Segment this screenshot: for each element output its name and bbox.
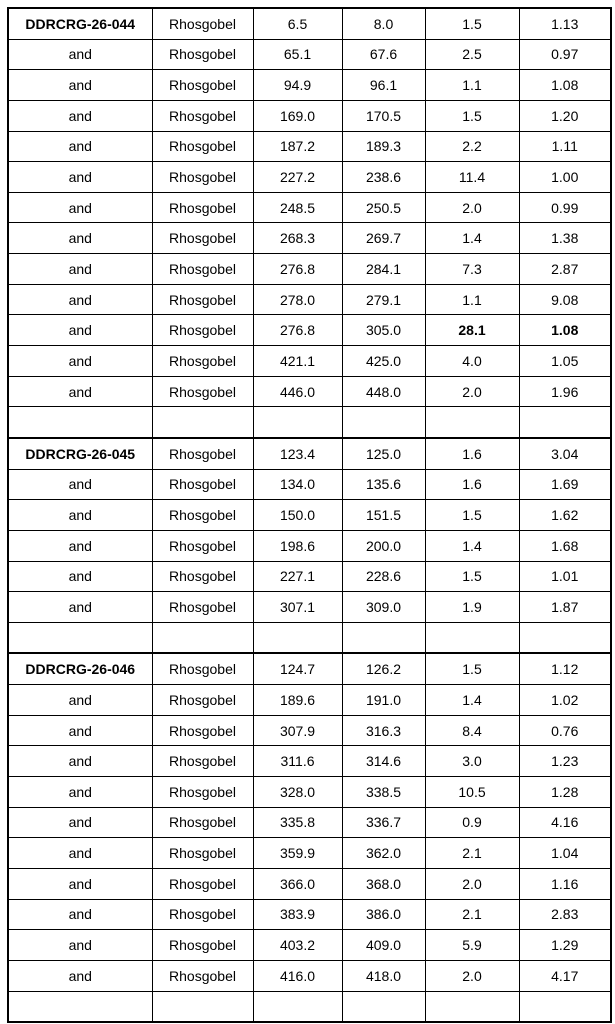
length-cell xyxy=(425,622,519,653)
target-cell: Rhosgobel xyxy=(152,39,253,70)
from-cell xyxy=(253,622,342,653)
grade-cell: 1.69 xyxy=(519,469,611,500)
hole-id-cell: and xyxy=(8,131,152,162)
target-cell: Rhosgobel xyxy=(152,807,253,838)
table-row xyxy=(8,131,611,162)
table-row xyxy=(8,685,611,716)
hole-id-cell xyxy=(8,991,152,1022)
grade-cell: 1.13 xyxy=(519,8,611,39)
grade-cell xyxy=(519,991,611,1022)
length-cell: 1.6 xyxy=(425,469,519,500)
from-cell: 227.2 xyxy=(253,162,342,193)
target-cell: Rhosgobel xyxy=(152,162,253,193)
length-cell: 1.4 xyxy=(425,223,519,254)
target-cell: Rhosgobel xyxy=(152,838,253,869)
table-row xyxy=(8,284,611,315)
to-cell: 151.5 xyxy=(342,500,425,531)
to-cell: 362.0 xyxy=(342,838,425,869)
to-cell: 309.0 xyxy=(342,592,425,623)
length-cell: 2.0 xyxy=(425,192,519,223)
to-cell: 448.0 xyxy=(342,376,425,407)
table-row xyxy=(8,376,611,407)
to-cell: 338.5 xyxy=(342,777,425,808)
length-cell: 1.1 xyxy=(425,70,519,101)
from-cell: 359.9 xyxy=(253,838,342,869)
length-cell: 3.0 xyxy=(425,746,519,777)
length-cell: 2.5 xyxy=(425,39,519,70)
drill-results-body xyxy=(8,8,611,1022)
to-cell xyxy=(342,991,425,1022)
from-cell: 421.1 xyxy=(253,346,342,377)
length-cell: 8.4 xyxy=(425,715,519,746)
to-cell: 238.6 xyxy=(342,162,425,193)
target-cell: Rhosgobel xyxy=(152,777,253,808)
drill-results-table-container xyxy=(7,7,612,1023)
hole-id-cell: and xyxy=(8,162,152,193)
table-row xyxy=(8,315,611,346)
grade-cell: 2.83 xyxy=(519,899,611,930)
to-cell: 125.0 xyxy=(342,438,425,469)
hole-id-cell: and xyxy=(8,592,152,623)
from-cell: 307.1 xyxy=(253,592,342,623)
table-row xyxy=(8,254,611,285)
target-cell: Rhosgobel xyxy=(152,70,253,101)
to-cell: 336.7 xyxy=(342,807,425,838)
length-cell: 28.1 xyxy=(425,315,519,346)
table-row xyxy=(8,715,611,746)
length-cell: 2.0 xyxy=(425,960,519,991)
target-cell: Rhosgobel xyxy=(152,315,253,346)
from-cell: 169.0 xyxy=(253,100,342,131)
to-cell: 305.0 xyxy=(342,315,425,346)
grade-cell: 1.87 xyxy=(519,592,611,623)
length-cell: 2.1 xyxy=(425,838,519,869)
target-cell: Rhosgobel xyxy=(152,192,253,223)
to-cell: 368.0 xyxy=(342,868,425,899)
hole-id-cell: and xyxy=(8,315,152,346)
to-cell: 250.5 xyxy=(342,192,425,223)
grade-cell: 1.20 xyxy=(519,100,611,131)
grade-cell: 1.16 xyxy=(519,868,611,899)
from-cell: 311.6 xyxy=(253,746,342,777)
hole-id-cell: and xyxy=(8,530,152,561)
length-cell: 2.0 xyxy=(425,868,519,899)
from-cell xyxy=(253,407,342,438)
to-cell: 314.6 xyxy=(342,746,425,777)
hole-id-cell: and xyxy=(8,192,152,223)
hole-id-cell: and xyxy=(8,746,152,777)
target-cell: Rhosgobel xyxy=(152,131,253,162)
from-cell: 278.0 xyxy=(253,284,342,315)
grade-cell: 4.16 xyxy=(519,807,611,838)
to-cell: 8.0 xyxy=(342,8,425,39)
to-cell: 96.1 xyxy=(342,70,425,101)
length-cell: 1.4 xyxy=(425,685,519,716)
spacer-row xyxy=(8,622,611,653)
grade-cell: 1.38 xyxy=(519,223,611,254)
spacer-row xyxy=(8,407,611,438)
from-cell: 6.5 xyxy=(253,8,342,39)
length-cell: 7.3 xyxy=(425,254,519,285)
from-cell: 416.0 xyxy=(253,960,342,991)
to-cell: 279.1 xyxy=(342,284,425,315)
table-row xyxy=(8,899,611,930)
table-row xyxy=(8,930,611,961)
spacer-row xyxy=(8,991,611,1022)
grade-cell: 1.02 xyxy=(519,685,611,716)
from-cell: 124.7 xyxy=(253,653,342,684)
from-cell: 446.0 xyxy=(253,376,342,407)
to-cell xyxy=(342,407,425,438)
from-cell: 328.0 xyxy=(253,777,342,808)
hole-id-cell: and xyxy=(8,376,152,407)
table-row xyxy=(8,70,611,101)
length-cell: 4.0 xyxy=(425,346,519,377)
hole-id-cell: and xyxy=(8,777,152,808)
hole-id-cell: and xyxy=(8,899,152,930)
grade-cell: 1.05 xyxy=(519,346,611,377)
grade-cell: 0.99 xyxy=(519,192,611,223)
length-cell xyxy=(425,407,519,438)
to-cell: 386.0 xyxy=(342,899,425,930)
hole-id-cell: and xyxy=(8,70,152,101)
target-cell: Rhosgobel xyxy=(152,868,253,899)
length-cell: 10.5 xyxy=(425,777,519,808)
grade-cell: 1.04 xyxy=(519,838,611,869)
grade-cell: 1.29 xyxy=(519,930,611,961)
grade-cell: 2.87 xyxy=(519,254,611,285)
from-cell: 150.0 xyxy=(253,500,342,531)
hole-id-cell: and xyxy=(8,807,152,838)
from-cell: 403.2 xyxy=(253,930,342,961)
length-cell: 11.4 xyxy=(425,162,519,193)
from-cell: 335.8 xyxy=(253,807,342,838)
to-cell: 191.0 xyxy=(342,685,425,716)
hole-id-cell: and xyxy=(8,346,152,377)
from-cell: 366.0 xyxy=(253,868,342,899)
hole-id-cell: and xyxy=(8,868,152,899)
grade-cell: 1.96 xyxy=(519,376,611,407)
table-row xyxy=(8,8,611,39)
grade-cell: 1.08 xyxy=(519,70,611,101)
hole-id-cell: and xyxy=(8,39,152,70)
from-cell: 187.2 xyxy=(253,131,342,162)
target-cell: Rhosgobel xyxy=(152,346,253,377)
table-row xyxy=(8,561,611,592)
from-cell: 189.6 xyxy=(253,685,342,716)
from-cell: 198.6 xyxy=(253,530,342,561)
target-cell: Rhosgobel xyxy=(152,899,253,930)
length-cell: 1.6 xyxy=(425,438,519,469)
grade-cell: 1.00 xyxy=(519,162,611,193)
table-row xyxy=(8,592,611,623)
from-cell: 276.8 xyxy=(253,315,342,346)
table-row xyxy=(8,807,611,838)
to-cell: 409.0 xyxy=(342,930,425,961)
length-cell: 1.1 xyxy=(425,284,519,315)
to-cell: 228.6 xyxy=(342,561,425,592)
to-cell: 284.1 xyxy=(342,254,425,285)
table-row xyxy=(8,100,611,131)
to-cell xyxy=(342,622,425,653)
hole-id-cell: and xyxy=(8,500,152,531)
grade-cell: 1.28 xyxy=(519,777,611,808)
length-cell: 1.5 xyxy=(425,561,519,592)
grade-cell: 1.62 xyxy=(519,500,611,531)
from-cell: 65.1 xyxy=(253,39,342,70)
table-row xyxy=(8,162,611,193)
from-cell: 227.1 xyxy=(253,561,342,592)
from-cell: 134.0 xyxy=(253,469,342,500)
hole-id-cell: and xyxy=(8,223,152,254)
grade-cell: 9.08 xyxy=(519,284,611,315)
grade-cell: 1.23 xyxy=(519,746,611,777)
grade-cell: 0.76 xyxy=(519,715,611,746)
table-row xyxy=(8,868,611,899)
table-row xyxy=(8,500,611,531)
table-row xyxy=(8,777,611,808)
length-cell xyxy=(425,991,519,1022)
hole-id-cell: and xyxy=(8,561,152,592)
grade-cell: 1.01 xyxy=(519,561,611,592)
length-cell: 1.5 xyxy=(425,653,519,684)
from-cell: 268.3 xyxy=(253,223,342,254)
target-cell: Rhosgobel xyxy=(152,685,253,716)
grade-cell xyxy=(519,622,611,653)
target-cell xyxy=(152,991,253,1022)
grade-cell: 1.08 xyxy=(519,315,611,346)
hole-id-cell: and xyxy=(8,715,152,746)
table-row xyxy=(8,746,611,777)
to-cell: 316.3 xyxy=(342,715,425,746)
length-cell: 1.5 xyxy=(425,100,519,131)
target-cell: Rhosgobel xyxy=(152,223,253,254)
target-cell: Rhosgobel xyxy=(152,469,253,500)
to-cell: 269.7 xyxy=(342,223,425,254)
table-row xyxy=(8,960,611,991)
hole-id-cell xyxy=(8,622,152,653)
grade-cell: 1.12 xyxy=(519,653,611,684)
length-cell: 2.2 xyxy=(425,131,519,162)
to-cell: 67.6 xyxy=(342,39,425,70)
hole-id-cell: and xyxy=(8,838,152,869)
length-cell: 1.5 xyxy=(425,500,519,531)
from-cell: 383.9 xyxy=(253,899,342,930)
from-cell xyxy=(253,991,342,1022)
hole-id-cell: and xyxy=(8,284,152,315)
from-cell: 276.8 xyxy=(253,254,342,285)
length-cell: 2.0 xyxy=(425,376,519,407)
target-cell: Rhosgobel xyxy=(152,376,253,407)
hole-id-cell: and xyxy=(8,254,152,285)
hole-id-cell: and xyxy=(8,685,152,716)
target-cell: Rhosgobel xyxy=(152,930,253,961)
table-row xyxy=(8,346,611,377)
to-cell: 189.3 xyxy=(342,131,425,162)
grade-cell: 1.11 xyxy=(519,131,611,162)
hole-id-cell xyxy=(8,407,152,438)
to-cell: 170.5 xyxy=(342,100,425,131)
target-cell: Rhosgobel xyxy=(152,284,253,315)
length-cell: 1.9 xyxy=(425,592,519,623)
length-cell: 1.5 xyxy=(425,8,519,39)
target-cell: Rhosgobel xyxy=(152,960,253,991)
target-cell xyxy=(152,407,253,438)
grade-cell xyxy=(519,407,611,438)
drill-results-table xyxy=(7,7,612,1023)
table-row xyxy=(8,838,611,869)
table-row xyxy=(8,192,611,223)
to-cell: 126.2 xyxy=(342,653,425,684)
from-cell: 94.9 xyxy=(253,70,342,101)
target-cell: Rhosgobel xyxy=(152,653,253,684)
to-cell: 135.6 xyxy=(342,469,425,500)
to-cell: 418.0 xyxy=(342,960,425,991)
hole-id-cell: and xyxy=(8,469,152,500)
target-cell: Rhosgobel xyxy=(152,100,253,131)
length-cell: 5.9 xyxy=(425,930,519,961)
target-cell xyxy=(152,622,253,653)
hole-id-cell: and xyxy=(8,960,152,991)
to-cell: 200.0 xyxy=(342,530,425,561)
table-row xyxy=(8,39,611,70)
length-cell: 0.9 xyxy=(425,807,519,838)
to-cell: 425.0 xyxy=(342,346,425,377)
target-cell: Rhosgobel xyxy=(152,254,253,285)
table-row xyxy=(8,653,611,684)
grade-cell: 1.68 xyxy=(519,530,611,561)
target-cell: Rhosgobel xyxy=(152,561,253,592)
hole-id-cell: DDRCRG-26-046 xyxy=(8,653,152,684)
hole-id-cell: DDRCRG-26-045 xyxy=(8,438,152,469)
grade-cell: 4.17 xyxy=(519,960,611,991)
table-row xyxy=(8,469,611,500)
target-cell: Rhosgobel xyxy=(152,530,253,561)
target-cell: Rhosgobel xyxy=(152,715,253,746)
table-row xyxy=(8,438,611,469)
target-cell: Rhosgobel xyxy=(152,8,253,39)
target-cell: Rhosgobel xyxy=(152,500,253,531)
from-cell: 123.4 xyxy=(253,438,342,469)
from-cell: 248.5 xyxy=(253,192,342,223)
hole-id-cell: and xyxy=(8,100,152,131)
hole-id-cell: DDRCRG-26-044 xyxy=(8,8,152,39)
target-cell: Rhosgobel xyxy=(152,592,253,623)
grade-cell: 3.04 xyxy=(519,438,611,469)
target-cell: Rhosgobel xyxy=(152,438,253,469)
table-row xyxy=(8,223,611,254)
hole-id-cell: and xyxy=(8,930,152,961)
from-cell: 307.9 xyxy=(253,715,342,746)
length-cell: 1.4 xyxy=(425,530,519,561)
length-cell: 2.1 xyxy=(425,899,519,930)
grade-cell: 0.97 xyxy=(519,39,611,70)
target-cell: Rhosgobel xyxy=(152,746,253,777)
table-row xyxy=(8,530,611,561)
